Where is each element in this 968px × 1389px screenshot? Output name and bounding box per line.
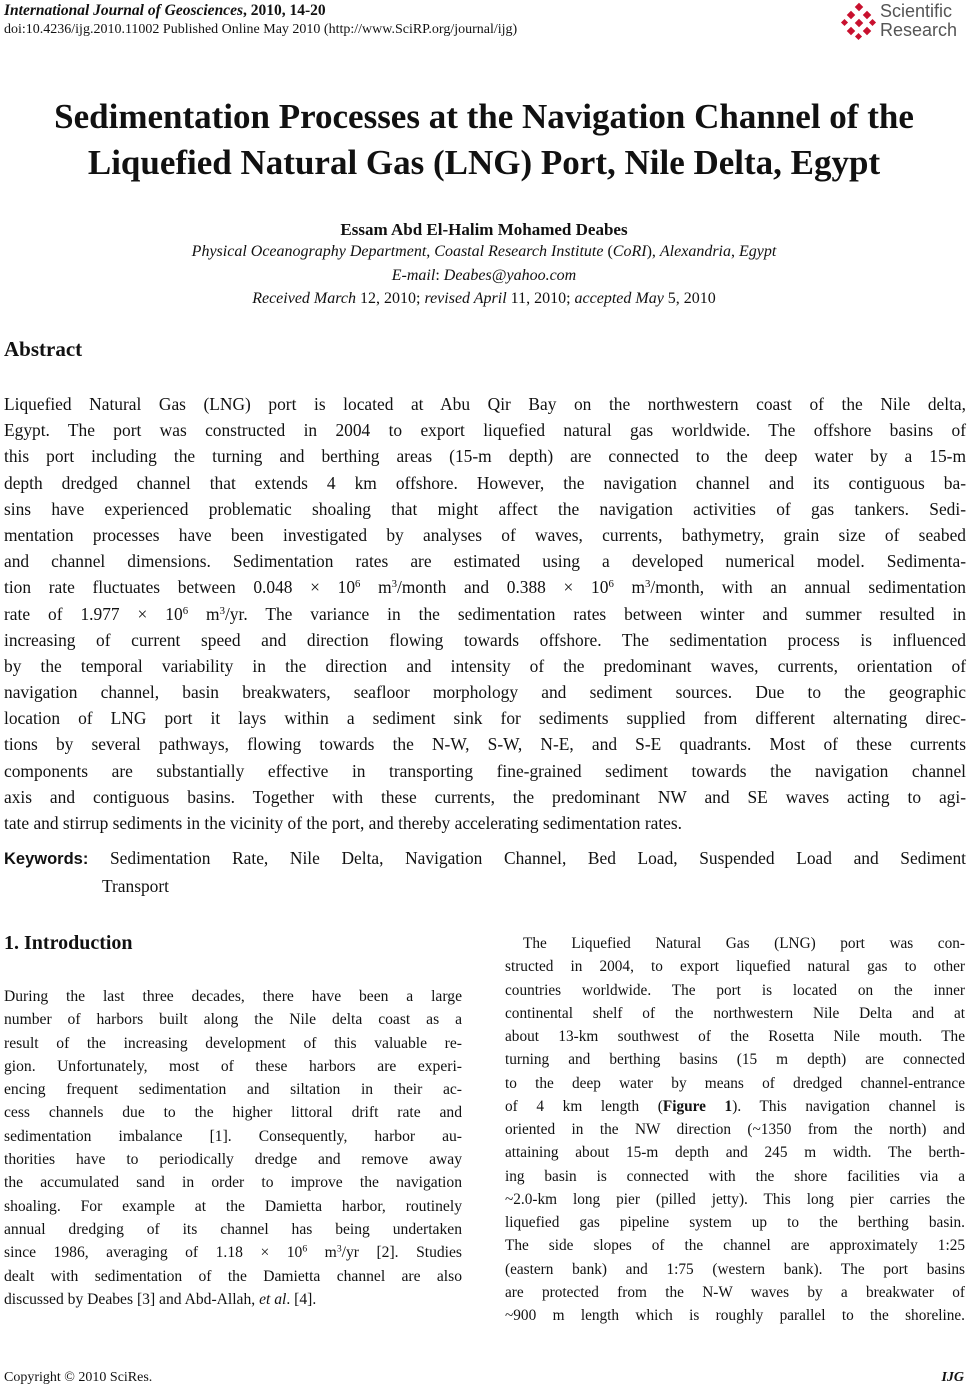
abstract-line: location of LNG port it lays within a sediment sink for sediments supplied from different alternating direc- [4, 708, 966, 729]
body-line: encing frequent sedimentation and siltation in their ac- [4, 1081, 462, 1099]
superscript: 6 [608, 578, 614, 591]
author-email: E-mail: Deabes@yahoo.com [391, 267, 577, 284]
footer-copyright: Copyright © 2010 SciRes. [4, 1370, 153, 1385]
body-line [505, 1095, 965, 1118]
body-line: result of the increasing development of this valuable re- [4, 1034, 462, 1052]
email-address[interactable]: Deabes@yahoo.com [443, 267, 577, 284]
title-line-2: Liquefied Natural Gas (LNG) Port, Nile Delta, Egypt [87, 143, 881, 182]
body-line: ing basin is connected with the shore facilities via a [505, 1167, 965, 1185]
body-line: sedimentation imbalance [1]. Consequently, harbor au- [4, 1127, 462, 1145]
body-line: (eastern bank) and 1:75 (western bank). The port basins [505, 1260, 965, 1278]
affil-dept: Physical Oceanography Department [191, 243, 427, 260]
affil-abbr: CoRI [612, 243, 647, 260]
footer-journal-abbr: IJG [941, 1370, 964, 1385]
received-dates [0, 290, 968, 308]
superscript: 3 [645, 578, 651, 591]
abstract-line [4, 601, 966, 627]
body-line [4, 1241, 462, 1264]
body-line: ~900 m length which is roughly parallel to the shoreline. [505, 1307, 965, 1324]
affiliation: Physical Oceanography Department, Coastal Research Institute (CoRI), Alexandria, Egypt [191, 243, 777, 260]
superscript: 3 [219, 604, 225, 617]
body-line: The side slopes of the channel are approximately 1:25 [505, 1237, 965, 1255]
logo-text-line2: Research [880, 20, 958, 40]
received-label: Received March [252, 290, 356, 307]
affil-inst: Coastal Research Institute [434, 243, 604, 260]
abstract-line: this port including the turning and berthing areas (15-m depth) are connected to the deep water by a 15-m [4, 446, 966, 467]
body-line: ~2.0-km long pier (pilled jetty). This long pier carries the [505, 1190, 965, 1208]
intro-right-column [505, 932, 965, 1327]
body-line: the accumulated sand in order to improve the navigation [4, 1174, 462, 1192]
abstract-line: Egypt. The port was constructed in 2004 to export liquefied natural gas worldwide. The offshore basins of [4, 420, 966, 441]
section-heading-introduction: 1. Introduction [4, 932, 133, 954]
body-line: to the deep water by means of dredged channel-entrance [505, 1074, 965, 1092]
body-line: During the last three decades, there have been a large [4, 988, 462, 1005]
text-fragment: discussed by Deabes [3] and Abd-Allah, [4, 1290, 260, 1308]
text-fragment: tion rate fluctuates between 0.048 × 10 [4, 577, 356, 598]
text-fragment: m [360, 577, 392, 598]
text-fragment: since 1986, averaging of 1.18 × 10 [4, 1244, 303, 1262]
body-line: structed in 2004, to export liquefied natural gas to other [505, 958, 965, 976]
email-label: E-mail [391, 267, 436, 284]
journal-name: International Journal of Geosciences [4, 2, 243, 19]
citation-etal: et al [259, 1290, 287, 1308]
body-line: cess channels due to the higher littoral drift rate and [4, 1104, 462, 1122]
body-line: dealt with sedimentation of the Damietta channel are also [4, 1267, 462, 1285]
keywords [4, 845, 966, 899]
body-line: The Liquefied Natural Gas (LNG) port was con- [523, 935, 965, 952]
text-fragment: of 4 km length ( [505, 1097, 663, 1115]
abstract-line: depth dredged channel that extends 4 km offshore. However, the navigation channel and its contiguous ba- [4, 472, 966, 493]
publisher-logo [840, 2, 968, 44]
body-line: annual dredging of its channel has being undertaken [4, 1220, 462, 1238]
body-line: oriented in the NW direction (~1350 from the north) and [505, 1121, 965, 1138]
superscript: 3 [336, 1243, 342, 1255]
body-line: number of harbors built along the Nile delta coast as a [4, 1011, 462, 1029]
text-fragment: /yr [2]. Studies [341, 1244, 462, 1262]
abstract-line: components are substantially effective in transporting fine-grained sediment towards the navigation channel [4, 760, 966, 781]
revised-label: revised April [424, 290, 507, 307]
abstract-line: mentation processes have been investigated by analyses of waves, currents, bathymetry, grain size of seabed [4, 524, 966, 545]
received-date: 12, 2010; [359, 290, 421, 307]
text-fragment: rate of 1.977 × 10 [4, 603, 183, 624]
abstract-line: axis and contiguous basins. Together with these currents, the predominant NW and SE waves acting to agi- [4, 786, 966, 807]
keywords-label: Keywords: [4, 850, 89, 868]
text-fragment: m [613, 577, 646, 598]
logo-text-line1: Scientific [880, 1, 953, 21]
accepted-label: accepted May [574, 290, 664, 307]
superscript: 6 [302, 1243, 308, 1255]
body-line: thorities have to periodically dredge and remove away [4, 1151, 462, 1169]
text-fragment: m [307, 1244, 337, 1262]
abstract-line: sins have experienced problematic shoaling that might affect the navigation activities of gas tankers. Sedi- [4, 498, 966, 519]
abstract-line: increasing of current speed and direction flowing towards offshore. The sedimentation process is influenced [4, 629, 966, 650]
body-line: are protected from the N-W waves by a breakwater of [505, 1283, 965, 1301]
journal-volume: , 2010, 14-20 [242, 2, 326, 19]
abstract-line: tions by several pathways, flowing towards the N-W, S-W, N-E, and S-E quadrants. Most of these currents [4, 734, 966, 755]
body-line: liquefied gas pipeline system up to the berthing basin. [505, 1214, 965, 1231]
abstract-line: navigation channel, basin breakwaters, seafloor morphology and sediment sources. Due to the geographic [4, 682, 966, 703]
journal-header [4, 2, 326, 20]
text-fragment: /yr. The variance in the sedimentation rates between winter and summer resulted in [224, 603, 966, 624]
text-fragment: /month, with an annual sedimentation [650, 577, 966, 598]
title-line-1: Sedimentation Processes at the Navigation Channel of the [54, 97, 914, 136]
affil-city: Alexandria [659, 243, 731, 260]
abstract-line: and channel dimensions. Sedimentation rates are estimated using a developed numerical model. Sedimenta- [4, 551, 966, 572]
superscript: 6 [182, 604, 189, 617]
abstract-line: tate and stirrup sediments in the vicinity of the port, and thereby accelerating sedimentation rates. [4, 813, 683, 833]
keywords-text: Sedimentation Rate, Nile Delta, Navigation Channel, Bed Load, Suspended Load and Sediment [88, 848, 966, 868]
revised-date: 11, 2010; [510, 290, 571, 307]
scientific-research-logo-icon [840, 2, 878, 42]
keywords-line-2: Transport [102, 875, 169, 896]
body-line: attaining about 15-m depth and 245 m width. The berth- [505, 1144, 965, 1162]
abstract-line [4, 574, 966, 600]
paper-title [0, 94, 968, 186]
abstract-line: Liquefied Natural Gas (LNG) port is located at Abu Qir Bay on the northwestern coast of the Nile delta, [4, 394, 966, 414]
figure-reference[interactable]: Figure 1 [662, 1097, 733, 1115]
abstract-line: by the temporal variability in the direction and intensity of the predominant waves, currents, orientation of [4, 655, 966, 676]
body-line: about 13-km southwest of the Rosetta Nile mouth. The [505, 1028, 965, 1045]
author-name: Essam Abd El-Halim Mohamed Deabes [340, 220, 628, 239]
body-line: continental shelf of the northwestern Nile Delta and at [505, 1004, 965, 1022]
text-fragment: /month and 0.388 × 10 [397, 577, 609, 598]
abstract-heading: Abstract [4, 337, 83, 361]
accepted-date: 5, 2010 [667, 290, 716, 307]
logo-text [880, 2, 957, 40]
superscript: 3 [391, 578, 398, 591]
body-line: shoaling. For example at the Damietta harbor, routinely [4, 1197, 462, 1215]
intro-left-column [4, 985, 462, 1311]
text-fragment: m [188, 603, 220, 624]
keywords-line [4, 845, 966, 873]
body-line: countries worldwide. The port is located on the inner [505, 981, 965, 999]
affil-country: Egypt [738, 243, 777, 260]
body-line [4, 1288, 462, 1311]
text-fragment: ). This navigation channel is [732, 1097, 965, 1115]
superscript: 6 [355, 578, 361, 591]
doi-line: doi:10.4236/ijg.2010.11002 Published Online May 2010 (http://www.SciRP.org/journal/ijg) [4, 22, 518, 37]
body-line: gion. Unfortunately, most of these harbors are experi- [4, 1057, 462, 1075]
text-fragment: . [4]. [286, 1290, 317, 1308]
body-line: turning and berthing basins (15 m depth) are connected [505, 1051, 965, 1069]
abstract-body [4, 391, 966, 836]
